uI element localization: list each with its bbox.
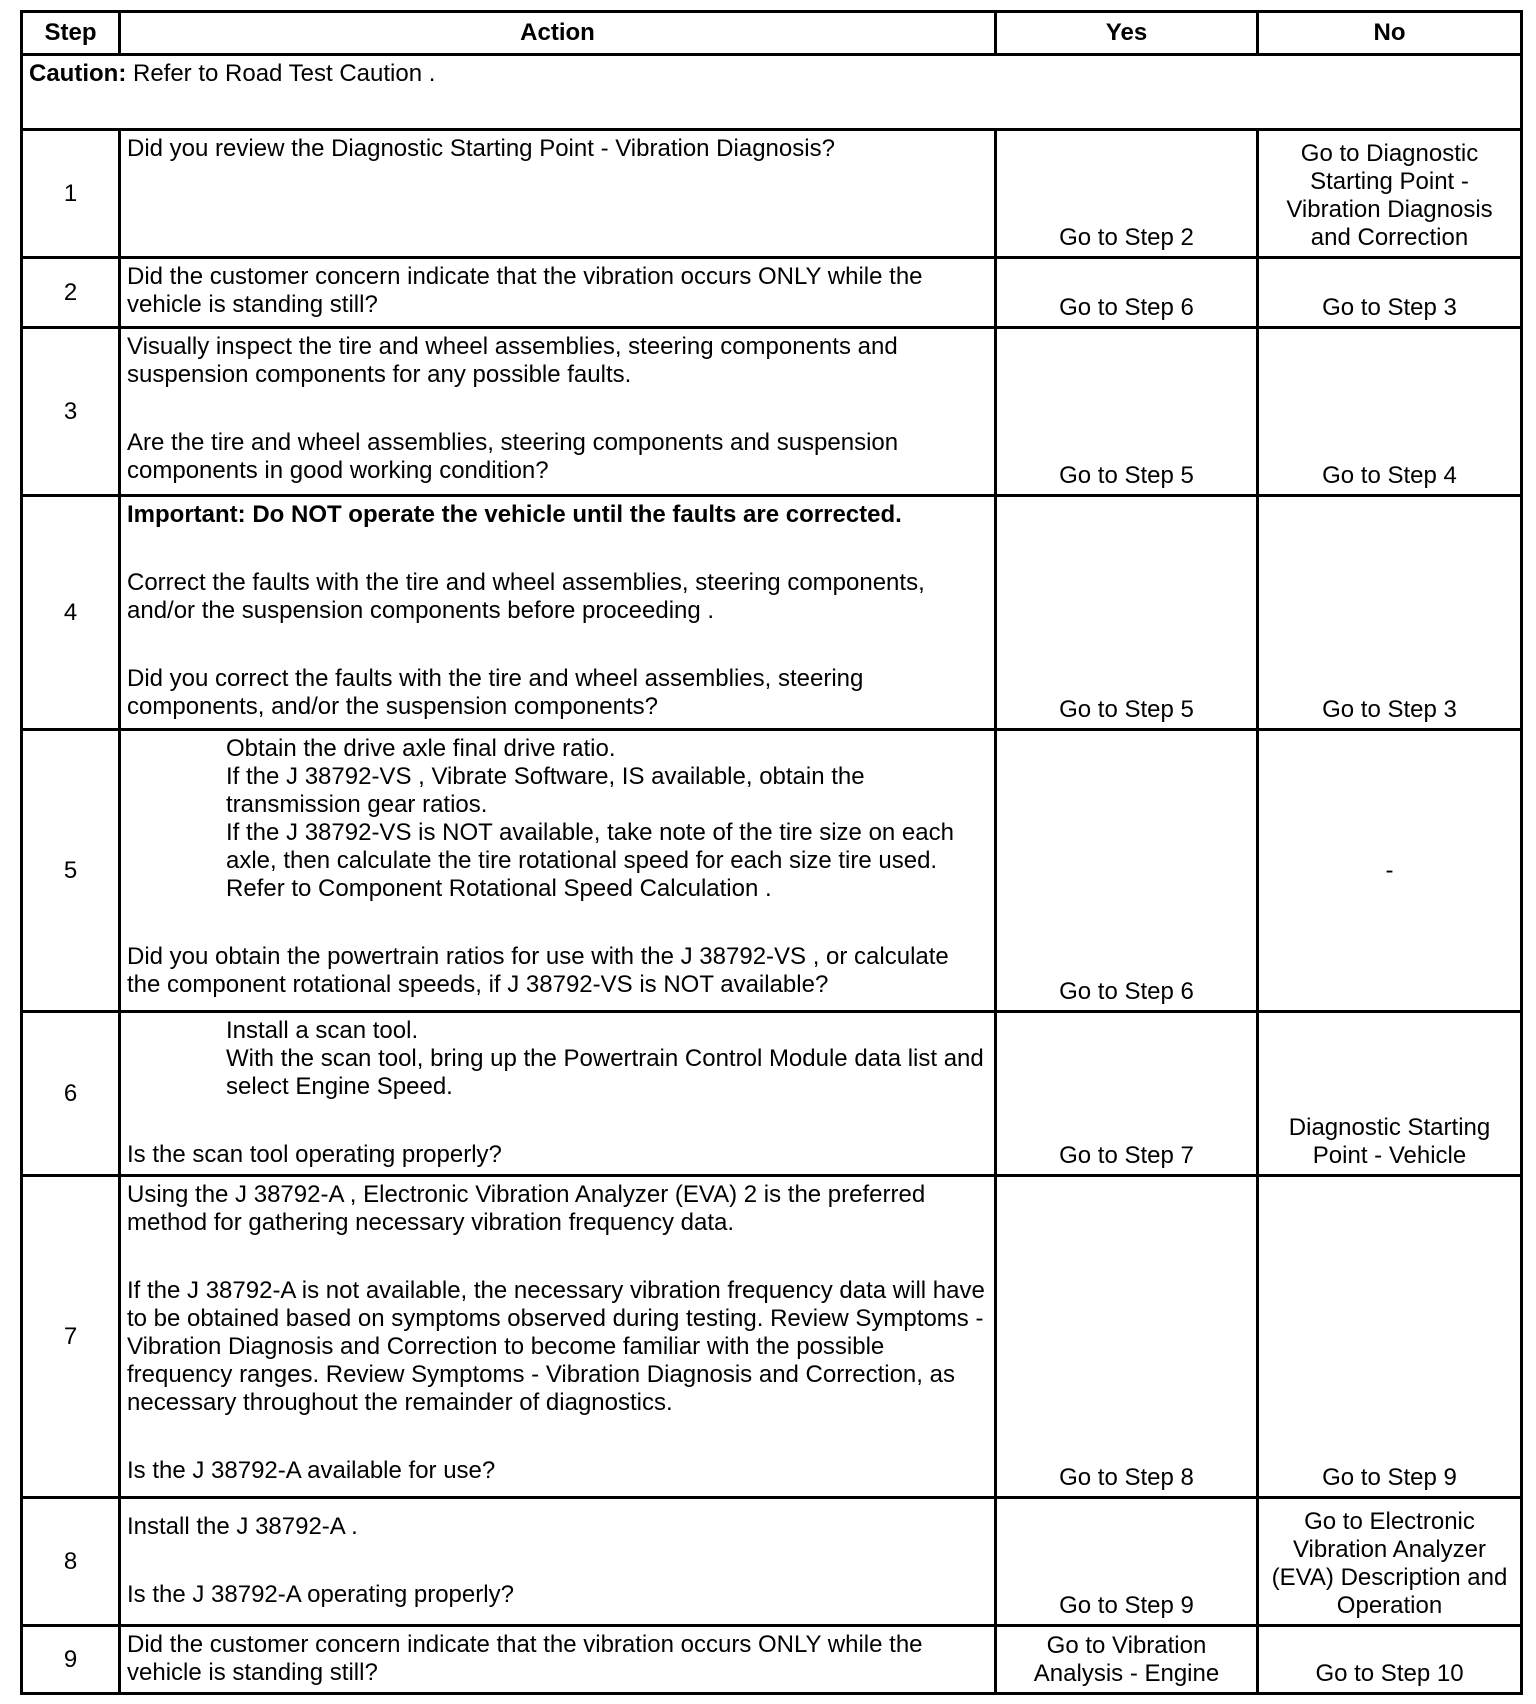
- action-text: Did you obtain the powertrain ratios for use with the J 38792-VS , or calculate the component rotational speeds, if J 38792-VS is NOT available?: [127, 943, 949, 998]
- step-number: 8: [22, 1498, 120, 1626]
- table-row: [22, 258, 1522, 328]
- step-number: 3: [22, 328, 120, 496]
- no-cell: Go to Step 10: [1258, 1626, 1522, 1694]
- action-list-item: If the J 38792-VS is NOT available, take note of the tire size on each axle, then calculate the tire rotational speed for each size tire used. Refer to Component Rotational Speed Calculation .: [226, 819, 954, 902]
- action-cell: [120, 730, 996, 1012]
- caution-row: [22, 55, 1522, 130]
- action-text: Did the customer concern indicate that the vibration occurs ONLY while the vehicle is standing still?: [127, 263, 923, 318]
- yes-cell: Go to Step 2: [996, 130, 1258, 258]
- action-list-item: If the J 38792-VS , Vibrate Software, IS available, obtain the transmission gear ratios.: [226, 763, 865, 818]
- yes-cell: Go to Step 5: [996, 328, 1258, 496]
- table-row: [22, 130, 1522, 258]
- action-list-item: Obtain the drive axle final drive ratio.: [226, 735, 616, 762]
- no-cell: Go to Step 9: [1258, 1176, 1522, 1498]
- yes-cell: Go to Step 5: [996, 496, 1258, 730]
- action-text: Is the J 38792-A available for use?: [127, 1457, 496, 1484]
- action-text: Using the J 38792-A , Electronic Vibration Analyzer (EVA) 2 is the preferred method for gathering necessary vibration frequency data.: [127, 1181, 926, 1236]
- step-number: 6: [22, 1012, 120, 1176]
- action-text: Did you correct the faults with the tire and wheel assemblies, steering components, and/or the suspension components?: [127, 665, 864, 720]
- step-number: 9: [22, 1626, 120, 1694]
- caution-text: Refer to Road Test Caution .: [126, 60, 436, 87]
- action-text: Install the J 38792-A .: [127, 1513, 358, 1540]
- header-yes: Yes: [996, 12, 1258, 55]
- no-cell: -: [1258, 730, 1522, 1012]
- yes-cell: Go to Step 6: [996, 258, 1258, 328]
- action-text: Is the scan tool operating properly?: [127, 1141, 502, 1168]
- yes-cell: Go to Step 7: [996, 1012, 1258, 1176]
- yes-cell: Go to Step 8: [996, 1176, 1258, 1498]
- action-text: If the J 38792-A is not available, the necessary vibration frequency data will have to be obtained based on symptoms observed during testing. Review Symptoms - Vibration Diagnosis and Correction to become familiar with the possible frequency ranges. Review Symptoms - Vibration Diagnosis and Correction, as necessary throughout the remainder of diagnostics.: [127, 1277, 985, 1416]
- no-cell: Go to Step 3: [1258, 258, 1522, 328]
- step-number: 5: [22, 730, 120, 1012]
- table-row: [22, 496, 1522, 730]
- table-row: [22, 1626, 1522, 1694]
- action-cell: [120, 1626, 996, 1694]
- action-text: Is the J 38792-A operating properly?: [127, 1581, 514, 1608]
- header-row: [22, 12, 1522, 55]
- header-step: Step: [22, 12, 120, 55]
- table-row: [22, 1498, 1522, 1626]
- action-list-item: With the scan tool, bring up the Powertrain Control Module data list and select Engine Speed.: [226, 1045, 984, 1100]
- no-cell: Go to Electronic Vibration Analyzer (EVA) Description and Operation: [1258, 1498, 1522, 1626]
- step-number: 2: [22, 258, 120, 328]
- table-row: [22, 1012, 1522, 1176]
- yes-cell: Go to Step 6: [996, 730, 1258, 1012]
- no-cell: Go to Diagnostic Starting Point - Vibration Diagnosis and Correction: [1258, 130, 1522, 258]
- step-number: 4: [22, 496, 120, 730]
- action-cell: [120, 328, 996, 496]
- yes-cell: Go to Vibration Analysis - Engine: [996, 1626, 1258, 1694]
- table-row: [22, 730, 1522, 1012]
- no-cell: Diagnostic Starting Point - Vehicle: [1258, 1012, 1522, 1176]
- action-cell: [120, 1012, 996, 1176]
- header-no: No: [1258, 12, 1522, 55]
- header-action: Action: [120, 12, 996, 55]
- caution-label: Caution:: [29, 60, 127, 87]
- no-cell: Go to Step 3: [1258, 496, 1522, 730]
- action-text: Did you review the Diagnostic Starting Point - Vibration Diagnosis?: [127, 135, 835, 162]
- action-cell: [120, 1176, 996, 1498]
- action-text: Correct the faults with the tire and wheel assemblies, steering components, and/or the suspension components before proceeding .: [127, 569, 925, 624]
- step-number: 1: [22, 130, 120, 258]
- caution-cell: [22, 55, 1522, 130]
- table-row: [22, 1176, 1522, 1498]
- step-number: 7: [22, 1176, 120, 1498]
- yes-cell: Go to Step 9: [996, 1498, 1258, 1626]
- action-cell: [120, 258, 996, 328]
- action-text: Are the tire and wheel assemblies, steering components and suspension components in good working condition?: [127, 429, 899, 484]
- important-note: Important: Do NOT operate the vehicle until the faults are corrected.: [127, 501, 902, 528]
- action-cell: [120, 130, 996, 258]
- action-list-item: Install a scan tool.: [226, 1017, 419, 1044]
- no-cell: Go to Step 4: [1258, 328, 1522, 496]
- action-text: Visually inspect the tire and wheel assemblies, steering components and suspension components for any possible faults.: [127, 333, 898, 388]
- action-cell: [120, 1498, 996, 1626]
- table-row: [22, 328, 1522, 496]
- action-cell: [120, 496, 996, 730]
- diagnostic-table: [20, 10, 1523, 1695]
- action-text: Did the customer concern indicate that the vibration occurs ONLY while the vehicle is standing still?: [127, 1631, 923, 1686]
